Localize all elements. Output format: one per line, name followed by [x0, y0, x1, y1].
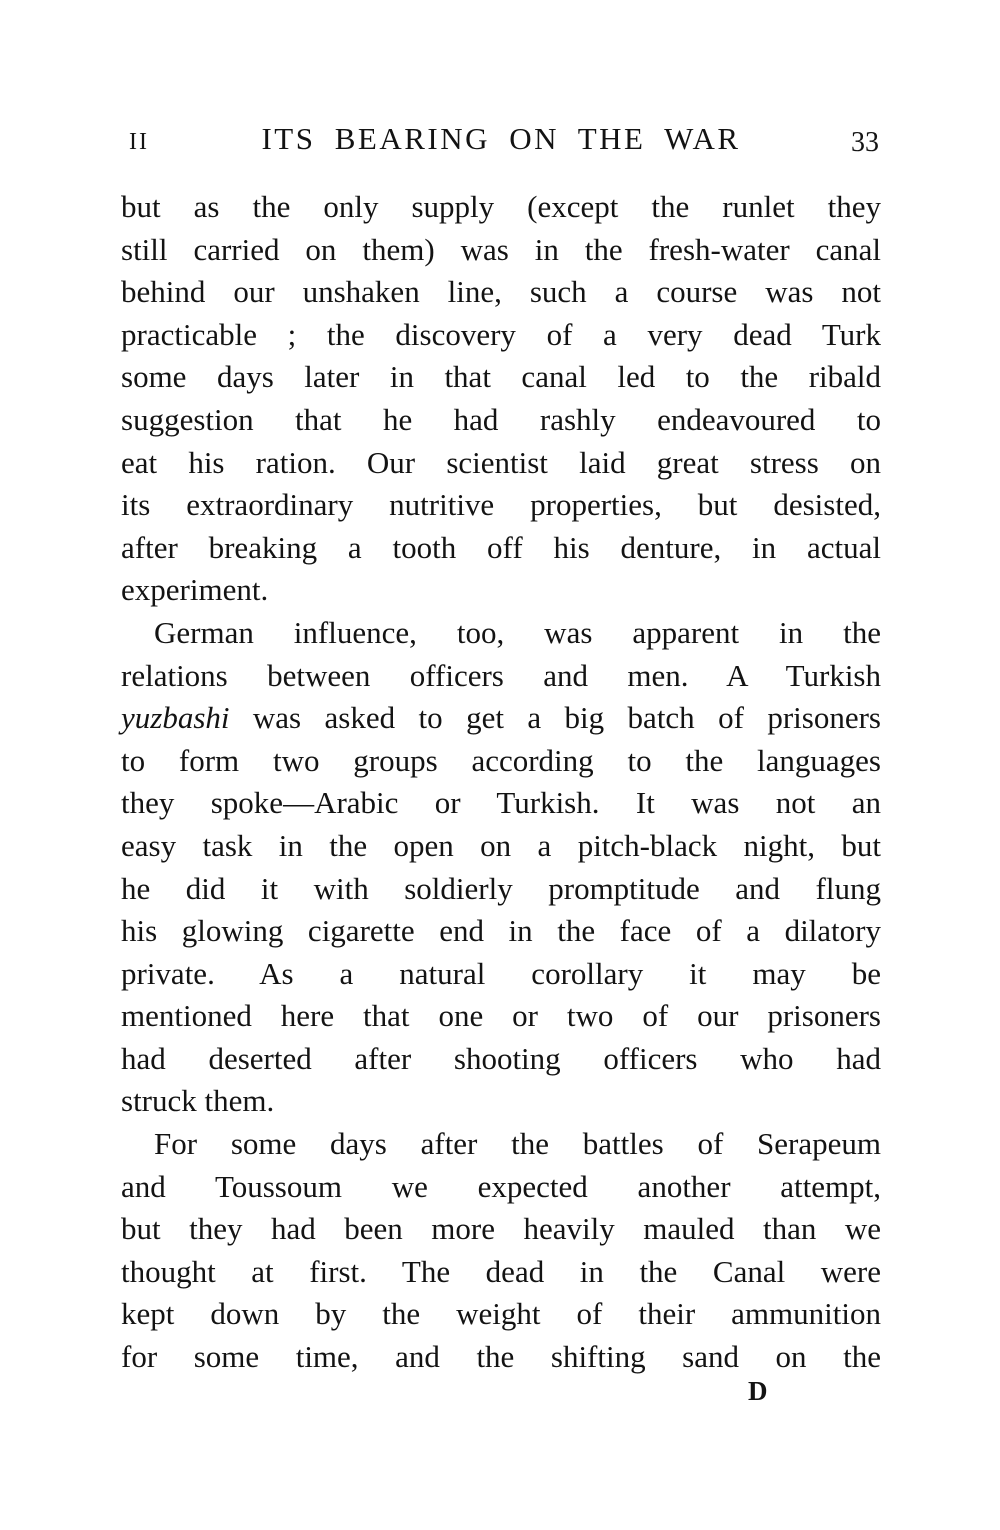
- text-line: had deserted after shooting officers who had: [121, 1040, 881, 1076]
- text-column: [121, 121, 881, 1379]
- text-line: practicable ; the discovery of a very dead Turk: [121, 316, 881, 352]
- text-line: some days later in that canal led to the ribald: [121, 359, 881, 395]
- text-line: still carried on them) was in the fresh-water canal: [121, 231, 881, 267]
- text-line: they spoke—Arabic or Turkish. It was not an: [121, 785, 881, 821]
- text-line: suggestion that he had rashly endeavoured to: [121, 401, 881, 437]
- text-line: and Toussoum we expected another attempt,: [121, 1168, 881, 1204]
- paragraph-2: [121, 612, 881, 1123]
- text-line: eat his ration. Our scientist laid great stress on: [121, 444, 881, 480]
- text-line: German influence, too, was apparent in the: [154, 614, 881, 650]
- text-line: easy task in the open on a pitch-black night, but: [121, 827, 881, 863]
- text-line: struck them.: [121, 1083, 275, 1119]
- text-line: experiment.: [121, 572, 269, 608]
- text-line: for some time, and the shifting sand on the: [121, 1339, 881, 1375]
- text-line: thought at first. The dead in the Canal were: [121, 1253, 881, 1289]
- text-line: he did it with soldierly promptitude and flung: [121, 870, 881, 906]
- text-line: relations between officers and men. A Turkish: [121, 657, 881, 693]
- text-line: but as the only supply (except the runlet they: [121, 189, 881, 224]
- text-line: kept down by the weight of their ammunition: [121, 1296, 881, 1332]
- paragraph-1: [121, 186, 881, 612]
- text-line: his glowing cigarette end in the face of a dilatory: [121, 913, 881, 949]
- text-line: its extraordinary nutritive properties, but desisted,: [121, 487, 881, 523]
- body-text: [121, 186, 881, 1379]
- signature-mark: D: [748, 1376, 769, 1406]
- text-line: after breaking a tooth off his denture, in actual: [121, 529, 881, 565]
- text-line: [121, 697, 881, 740]
- paragraph-3: [121, 1123, 881, 1379]
- text-line: private. As a natural corollary it may be: [121, 955, 881, 991]
- chapter-numeral: II: [129, 129, 149, 155]
- text-line: to form two groups according to the languages: [121, 742, 881, 778]
- text-line-rest: was asked to get a big batch of prisoners: [229, 700, 881, 736]
- text-line: mentioned here that one or two of our prisoners: [121, 998, 881, 1034]
- text-line: but they had been more heavily mauled than we: [121, 1211, 881, 1247]
- text-line: For some days after the battles of Serapeum: [154, 1126, 881, 1162]
- italic-term: yuzbashi: [121, 700, 230, 736]
- text-line: behind our unshaken line, such a course was not: [121, 274, 881, 310]
- running-header: [121, 121, 881, 163]
- running-title: ITS BEARING ON THE WAR: [261, 121, 741, 156]
- page-number: 33: [851, 127, 879, 158]
